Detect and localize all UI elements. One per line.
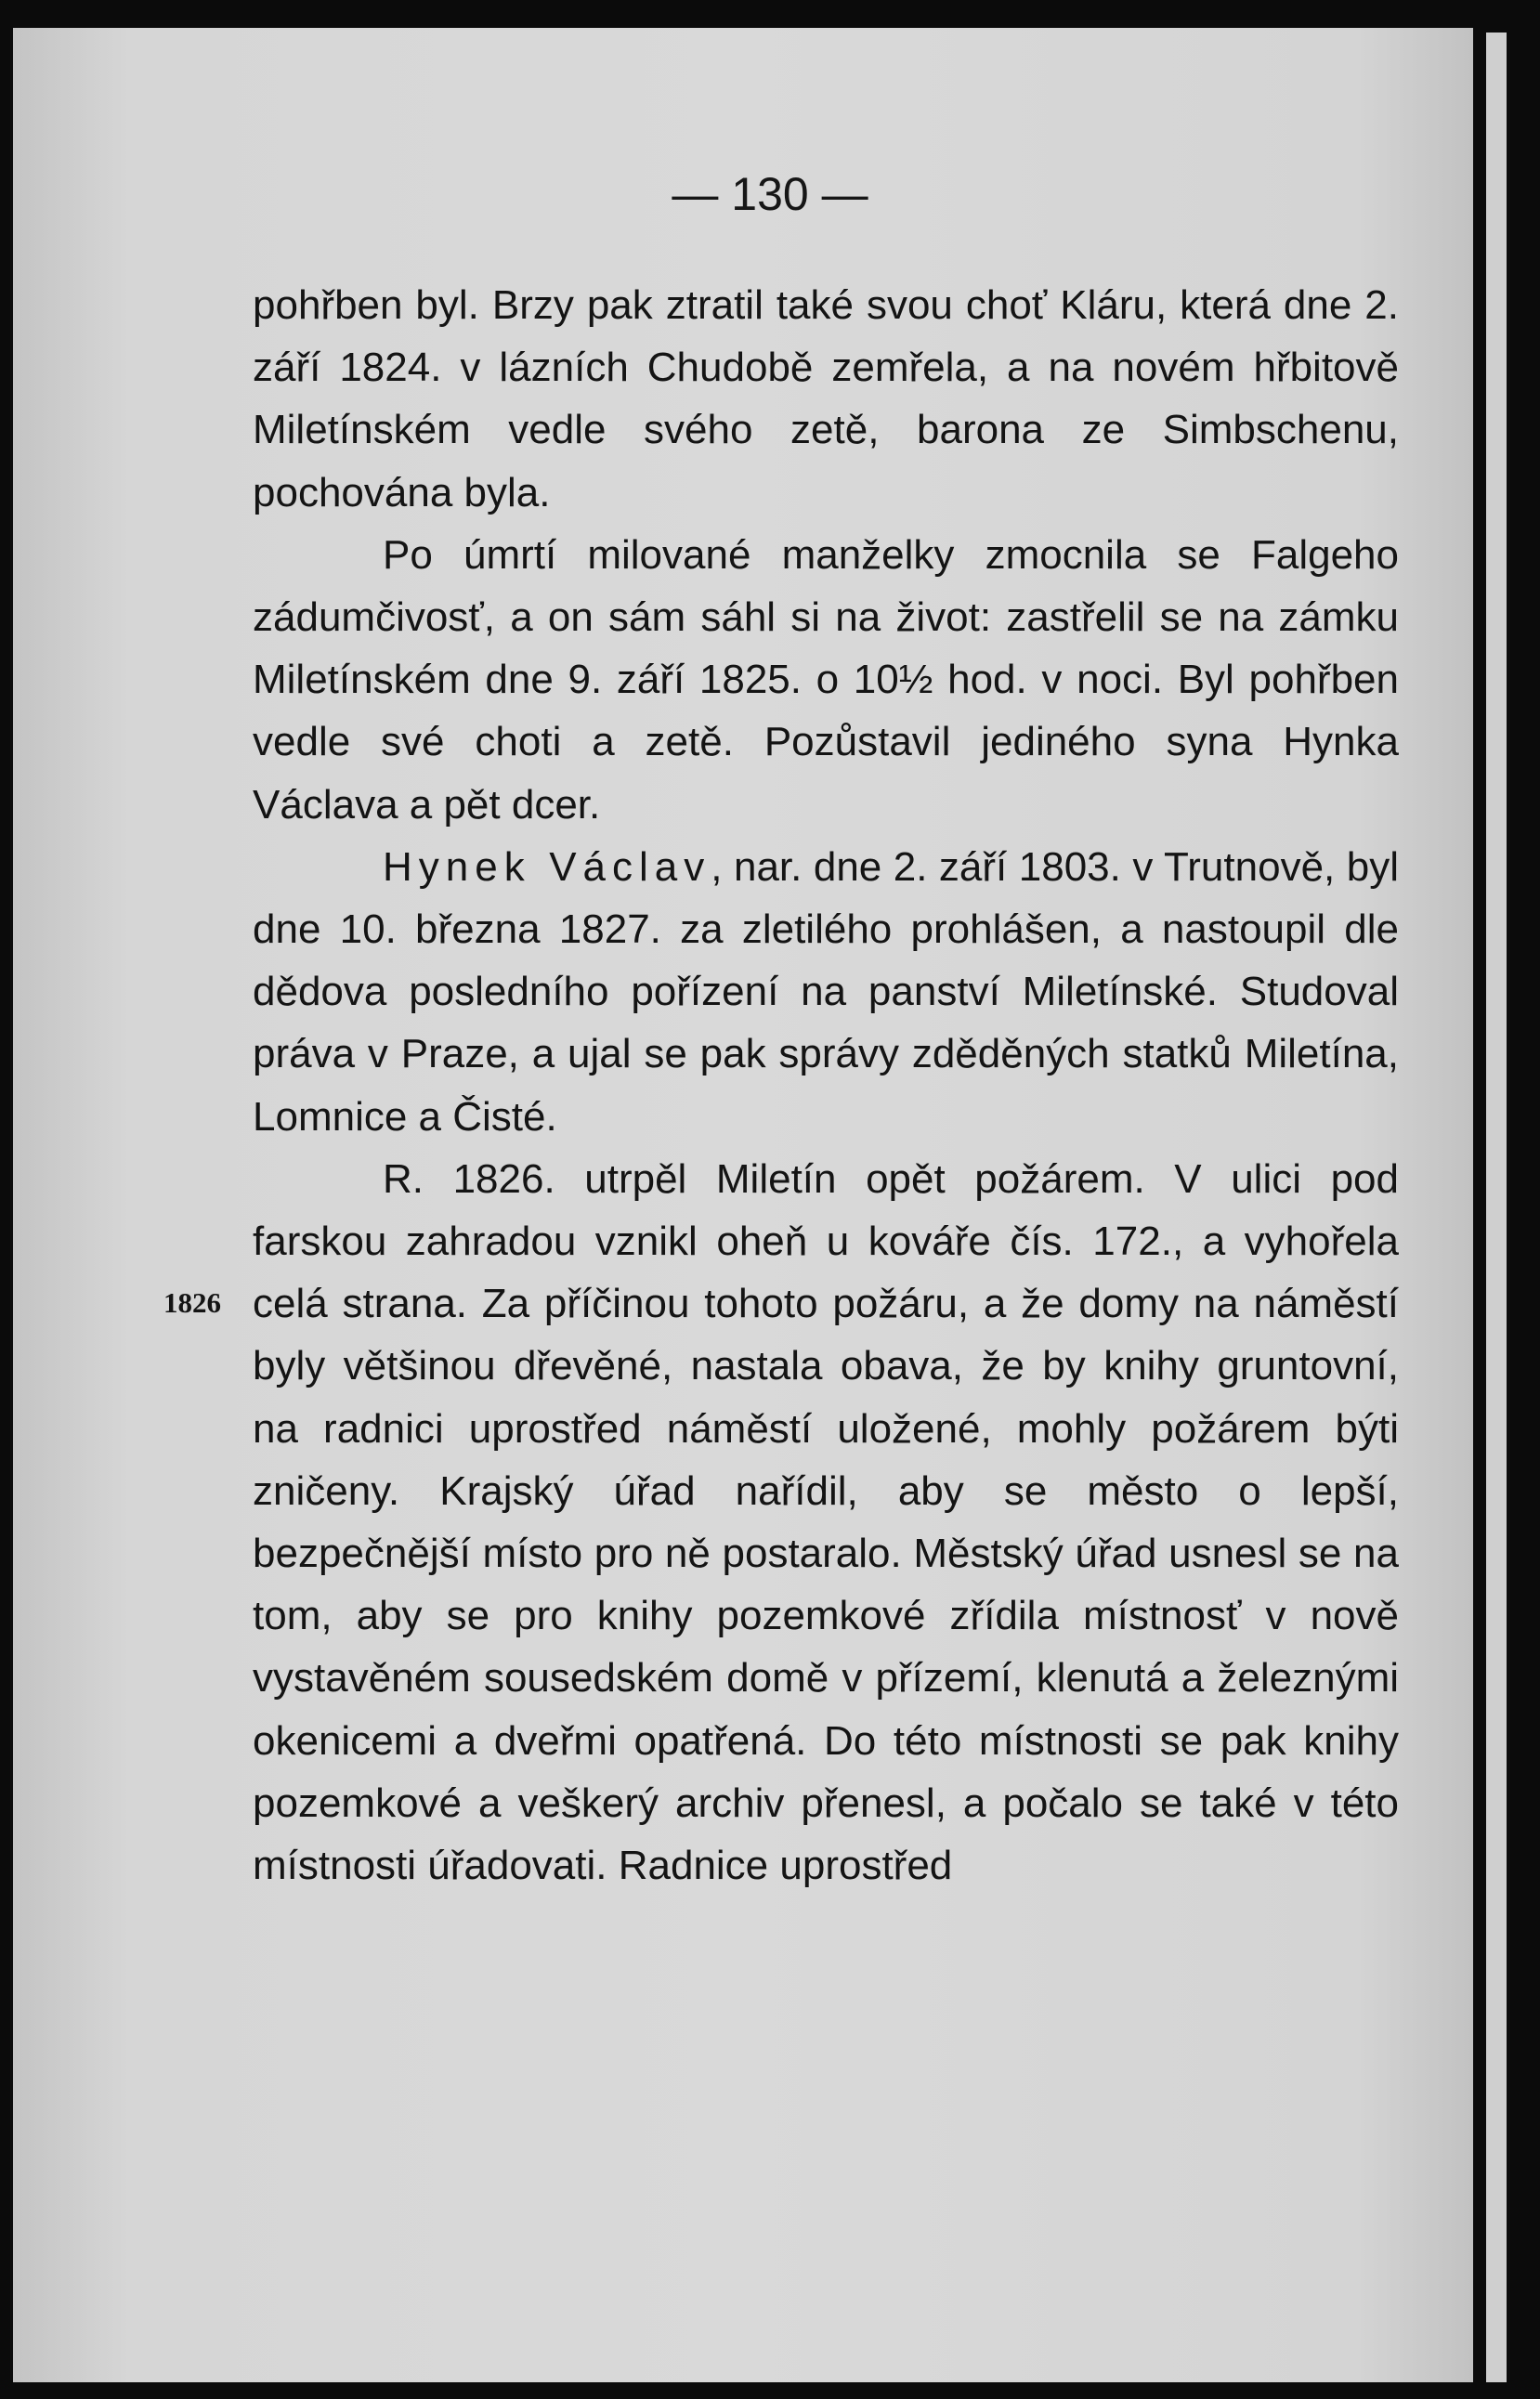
paragraph-3 — [253, 836, 1399, 1148]
paragraph-4: R. 1826. utrpěl Miletín opět požárem. V ulici pod farskou zahradou vznikl oheň u kováře čís. 172., a vyhořela celá strana. Za příčinou tohoto požáru, a že domy na náměstí byly většinou dřevěné, nastala obava, že by knihy gruntovní, na radnici uprostřed náměstí uložené, mohly požárem býti zničeny. Krajský úřad nařídil, aby se město o lepší, bezpečnější místo pro ně postaralo. Městský úřad usnesl se na tom, aby se pro knihy pozemkové zřídila místnosť v nově vystavěném sousedském domě v přízemí, klenutá a železnými okenicemi a dveřmi opatřená. Do této místnosti se pak knihy pozemkové a veškerý archiv přenesl, a počalo se také v této místnosti úřadovati. Radnice uprostřed — [253, 1155, 1399, 1889]
person-name: Hynek Václav — [383, 843, 711, 890]
adjacent-page-edge — [1486, 33, 1507, 2382]
paragraph-3-text: , nar. dne 2. září 1803. v Trutnově, byl dne 10. března 1827. za zletilého prohlášen, a nastoupil dle dědova posledního pořízení na panství Miletínské. Studoval práva v Praze, a ujal se pak správy zděděných statků Miletína, Lomnice a Čisté. — [253, 843, 1399, 1140]
margin-year-note: 1826 — [163, 1286, 221, 1319]
paragraph-1: pohřben byl. Brzy pak ztratil také svou choť Kláru, která dne 2. září 1824. v lázních Chudobě zemřela, a na novém hřbitově Miletínském vedle svého zetě, barona ze Simbschenu, pochována byla. — [253, 282, 1399, 515]
paragraph-2: Po úmrtí milované manželky zmocnila se Falgeho zádumčivosť, a on sám sáhl si na život: zastřelil se na zámku Miletínském dne 9. září 1825. o 10½ hod. v noci. Byl pohřben vedle své choti a zetě. Pozůstavil jediného syna Hynka Václava a pět dcer. — [253, 531, 1399, 828]
page-number: — 130 — — [672, 168, 868, 220]
body-text — [253, 274, 1399, 1897]
